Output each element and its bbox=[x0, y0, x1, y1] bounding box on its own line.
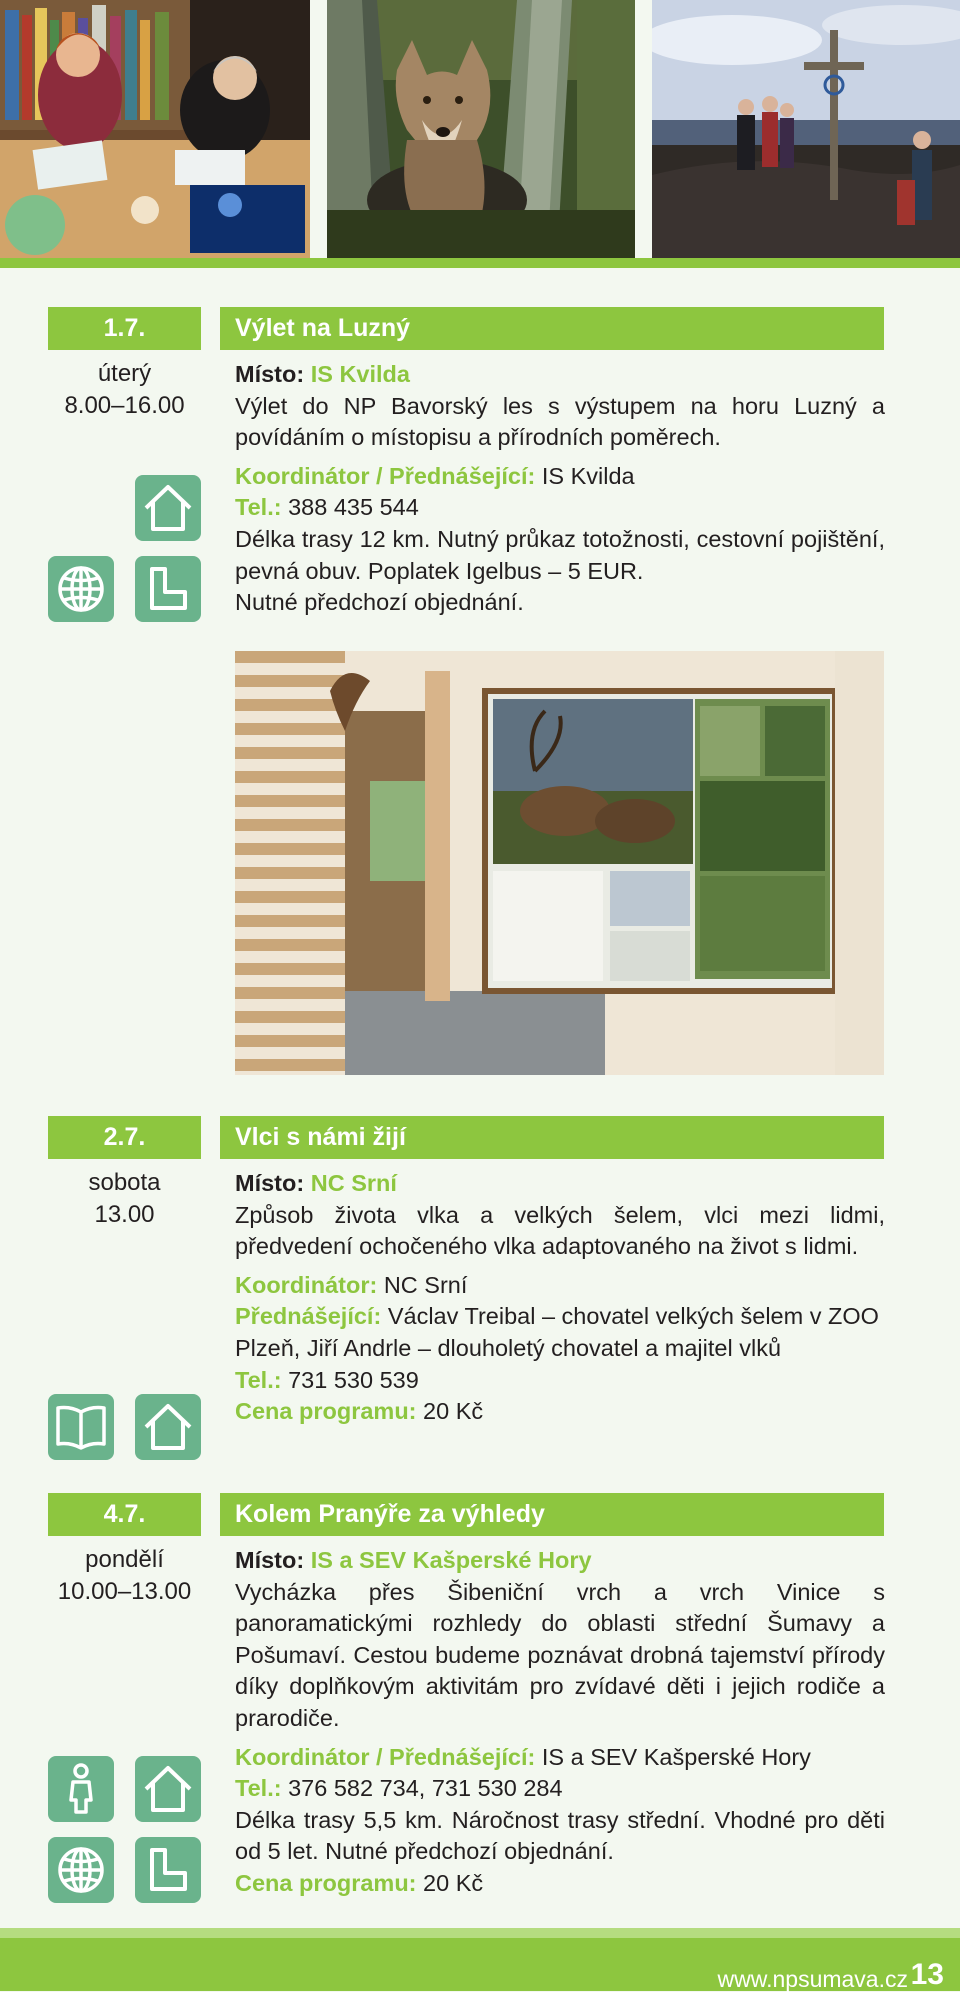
photo-exhibition bbox=[235, 651, 884, 1075]
coordinator-label: Koordinátor / Přednášející: bbox=[235, 1743, 536, 1770]
coordinator-value: IS a SEV Kašperské Hory bbox=[541, 1743, 811, 1770]
phone-value: 388 435 544 bbox=[288, 494, 419, 521]
header-divider bbox=[0, 258, 960, 268]
event-date: 1.7. bbox=[48, 307, 201, 350]
globe-icon bbox=[48, 556, 114, 622]
phone-value: 376 582 734, 731 530 284 bbox=[288, 1775, 563, 1802]
event-date: 2.7. bbox=[48, 1116, 201, 1159]
coordinator-label: Koordinátor / Přednášející: bbox=[235, 462, 536, 489]
event-details bbox=[235, 1545, 885, 1900]
footer-url[interactable]: www.npsumava.cz bbox=[717, 1966, 908, 1992]
price-label: Cena programu: bbox=[235, 1398, 417, 1425]
coordinator-value: NC Srní bbox=[383, 1271, 468, 1298]
event-description: Výlet do NP Bavorský les s výstupem na horu Luzný a povídáním o místopisu a přírodních poměrech. bbox=[235, 392, 885, 451]
place-label: Místo: bbox=[235, 1170, 305, 1196]
phone-label: Tel.: bbox=[235, 1775, 282, 1802]
event-weekday: sobota bbox=[88, 1169, 161, 1196]
event-note-2: Nutné předchozí objednání. bbox=[235, 589, 524, 616]
house-icon bbox=[135, 1756, 201, 1822]
lecturer-label: Přednášející: bbox=[235, 1303, 382, 1330]
house-icon bbox=[135, 1394, 201, 1460]
event-note: Délka trasy 5,5 km. Náročnost trasy střední. Vhodné pro děti od 5 let. Nutné předchozí objednání. bbox=[235, 1806, 885, 1865]
place-value: IS Kvilda bbox=[310, 361, 410, 387]
event-time: 8.00–16.00 bbox=[64, 392, 185, 419]
event-day bbox=[38, 1167, 211, 1231]
event-details bbox=[235, 1168, 885, 1428]
lecturer-value: Václav Treibal – chovatel velkých šelem v ZOO Plzeň, Jiří Andrle – dlouholetý chovatel a majitel vlků bbox=[235, 1303, 879, 1361]
child-icon bbox=[48, 1756, 114, 1822]
corner-icon bbox=[135, 1837, 201, 1903]
phone-value: 731 530 539 bbox=[288, 1366, 419, 1393]
price-label: Cena programu: bbox=[235, 1869, 417, 1896]
phone-label: Tel.: bbox=[235, 1366, 282, 1393]
photo-craft-workshop bbox=[0, 0, 310, 258]
event-day bbox=[38, 1544, 211, 1608]
event-title: Výlet na Luzný bbox=[220, 307, 884, 350]
price-value: 20 Kč bbox=[423, 1398, 484, 1425]
event-title: Kolem Pranýře za výhledy bbox=[220, 1493, 884, 1536]
event-day bbox=[38, 358, 211, 422]
place-label: Místo: bbox=[235, 1547, 305, 1573]
event-time: 10.00–13.00 bbox=[57, 1578, 192, 1605]
event-title: Vlci s námi žijí bbox=[220, 1116, 884, 1159]
corner-icon bbox=[135, 556, 201, 622]
footer-band-highlight bbox=[0, 1928, 960, 1938]
event-details bbox=[235, 359, 885, 619]
coordinator-value: IS Kvilda bbox=[541, 462, 635, 489]
globe-icon bbox=[48, 1837, 114, 1903]
event-date: 4.7. bbox=[48, 1493, 201, 1536]
phone-label: Tel.: bbox=[235, 494, 282, 521]
event-note: Délka trasy 12 km. Nutný průkaz totožnosti, cestovní pojištění, pevná obuv. Poplatek Igelbus – 5 EUR. bbox=[235, 525, 885, 584]
place-label: Místo: bbox=[235, 361, 305, 387]
event-description: Způsob života vlka a velkých šelem, vlci mezi lidmi, předvedení ochočeného vlka adaptovaného na život s lidmi. bbox=[235, 1201, 885, 1260]
book-icon bbox=[48, 1394, 114, 1460]
photo-summit-cross bbox=[652, 0, 960, 258]
place-value: NC Srní bbox=[310, 1170, 397, 1196]
event-weekday: pondělí bbox=[85, 1546, 164, 1573]
price-value: 20 Kč bbox=[423, 1869, 484, 1896]
page-number: 13 bbox=[910, 1958, 944, 1991]
coordinator-label: Koordinátor: bbox=[235, 1271, 378, 1298]
event-time: 13.00 bbox=[94, 1201, 155, 1228]
house-icon bbox=[135, 475, 201, 541]
photo-wolf bbox=[327, 0, 635, 258]
event-weekday: úterý bbox=[97, 360, 152, 387]
place-value: IS a SEV Kašperské Hory bbox=[310, 1547, 592, 1573]
event-description: Vycházka přes Šibeniční vrch a vrch Vinice s panoramatickými rozhledy do oblasti střední Šumavy a Pošumaví. Cestou budeme poznávat drobná tajemství přírody díky doplňkovým aktivitám pro zvídavé děti i jejich rodiče a prarodiče. bbox=[235, 1578, 885, 1731]
